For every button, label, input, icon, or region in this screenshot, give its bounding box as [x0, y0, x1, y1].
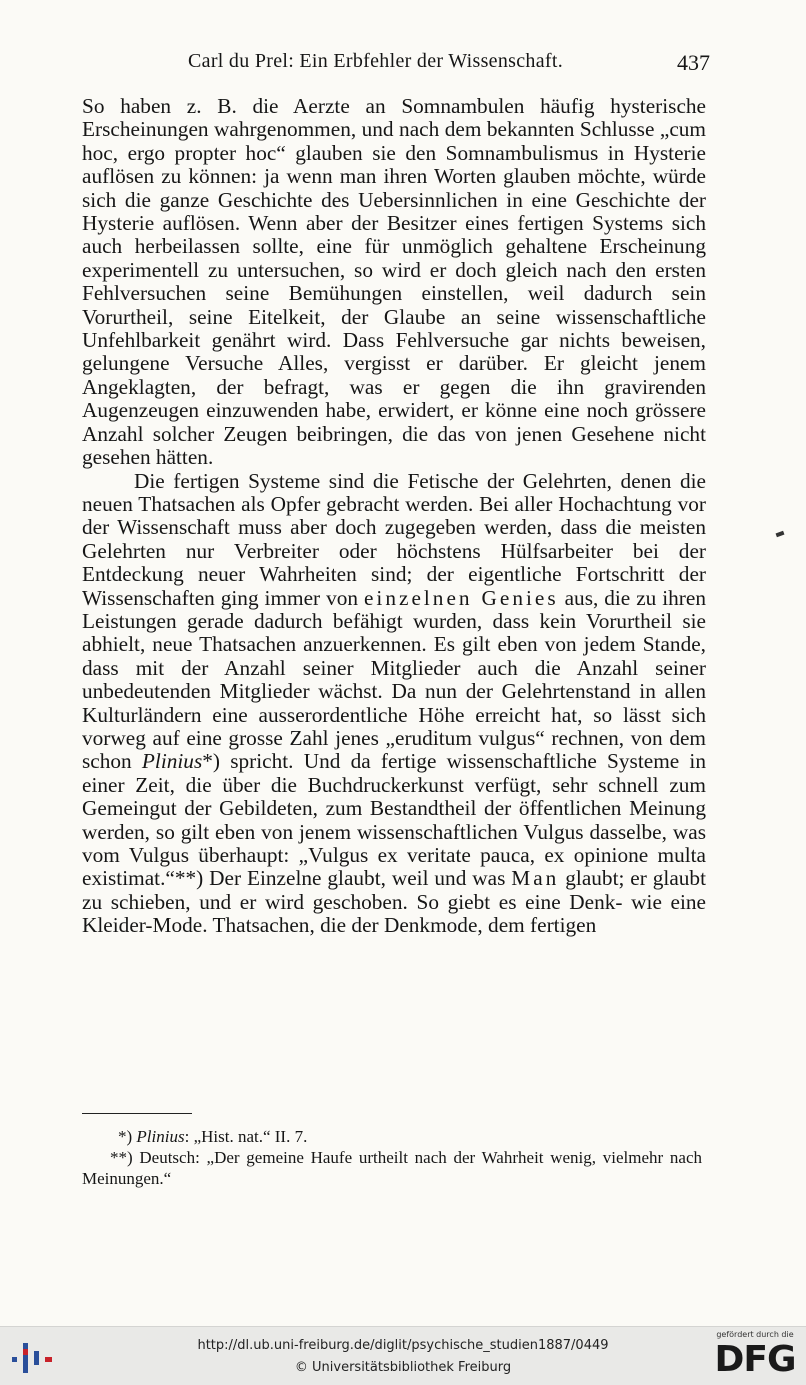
- footnote-1-mark: *): [118, 1127, 133, 1146]
- footnote-1-text: : „Hist. nat.“ II. 7.: [184, 1127, 308, 1146]
- dfg-caption: gefördert durch die: [716, 1330, 794, 1339]
- dfg-logo-icon[interactable]: DFG: [714, 1339, 796, 1380]
- paragraph-2-part-c: spricht. Und da fertige wissenschaftliche Systeme in einer Zeit, die über die Buchdruckerkunst verfügt, sehr schnell zum Gemeingut der Gebildeten, zum Bestandtheil der öffentlichen Meinung werden, so gilt eben von jenem wissenschaftlichen Vulgus dasselbe, was vom Vulgus überhaupt: „Vulgus ex veritate pauca, ex opinione multa existimat.“**) Der Einzelne glaubt, weil und was: [82, 749, 706, 891]
- footnote-ref-1[interactable]: *): [202, 749, 220, 774]
- page-url-link[interactable]: http://dl.ub.uni-freiburg.de/diglit/psychische_studien1887/0449: [197, 1338, 609, 1353]
- viewer-footer: [0, 1326, 806, 1385]
- footnote-1-author: Plinius: [136, 1127, 185, 1146]
- paragraph-2-part-b: aus, die zu ihren Leistungen gerade dadurch befähigt wurden, dass kein Vorurtheil sie abhielt, neue Thatsachen anzuerkennen. Es gilt eben von jedem Stande, dass mit der Anzahl seiner Mitglieder auch die Anzahl seiner unbedeutenden Mitglieder wächst. Da nun der Gelehrtenstand in allen Kulturländern eine ausserordentliche Höhe erreicht hat, so lässt sich vorweg auf eine grosse Zahl jenes „eruditum vulgus“ rechnen, von dem schon: [82, 585, 707, 774]
- footnotes: [82, 1126, 702, 1189]
- footnote-2: **) Deutsch: „Der gemeine Haufe urtheilt nach der Wahrheit wenig, vielmehr nach Meinungen.“: [82, 1148, 702, 1188]
- page-number: 437: [677, 50, 710, 75]
- running-head: [80, 46, 710, 76]
- paragraph-1: So haben z. B. die Aerzte an Somnambulen häufig hysterische Erscheinungen wahrgenommen, und nach dem bekannten Schlusse „cum hoc, ergo propter hoc“ glauben sie den Somnambulismus in Hysterie auflösen zu können: ja wenn man ihren Worten glauben möchte, würde sich die ganze Geschichte des Uebersinnlichen in eine Geschichte der Hysterie auflösen. Wenn aber der Besitzer eines fertigen Systems sich auch herbeilassen sollte, eine für unmöglich gehaltene Erscheinung experimentell zu untersuchen, so wird er doch gleich nach den ersten Fehlversuchen seine Bemühungen einstellen, weil dadurch sein Vorurtheil, seine Eitelkeit, der Glaube an seine wissenschaftliche Unfehlbarkeit genährt wird. Dass Fehlversuche gar nichts beweisen, gelungene Versuche Alles, vergisst er darüber. Er gleicht jenem Angeklagten, der befragt, was er gegen die ihn gravirenden Augenzeugen einzuwenden habe, erwidert, er könne eine noch grössere Anzahl solcher Zeugen beibringen, die das von jenen Gesehene nicht gesehen hätten.: [82, 94, 706, 470]
- copyright-text: © Universitätsbibliothek Freiburg: [294, 1360, 512, 1375]
- paragraph-2: [82, 470, 706, 938]
- author-plinius: Plinius: [141, 749, 203, 774]
- paragraph-2-part-d: glaubt; er glaubt zu schieben, und er wird geschoben. So giebt es eine Denk- wie eine Kleider-Mode. Thatsachen, die der Denkmode, dem fertigen: [82, 866, 706, 938]
- emphasis-spaced: einzelnen Genies: [363, 585, 559, 610]
- margin-mark: [776, 531, 785, 537]
- footnote-1: [82, 1126, 702, 1147]
- emphasis-man: Man: [511, 866, 560, 891]
- paragraph-2-part-a: Die fertigen Systeme sind die Fetische der Gelehrten, denen die neuen Thatsachen als Opfer gebracht werden. Bei aller Hochachtung vor der Wissenschaft muss aber doch zugegeben werden, dass die meisten Gelehrten nur Verbreiter oder höchstens Hülfsarbeiter bei der Entdeckung neuer Wahrheiten sind; der eigentliche Fortschritt der Wissenschaften ging immer von: [82, 468, 706, 610]
- footnote-divider: [82, 1113, 192, 1114]
- body-text: [82, 95, 706, 938]
- running-title: Carl du Prel: Ein Erbfehler der Wissenschaft.: [188, 50, 563, 72]
